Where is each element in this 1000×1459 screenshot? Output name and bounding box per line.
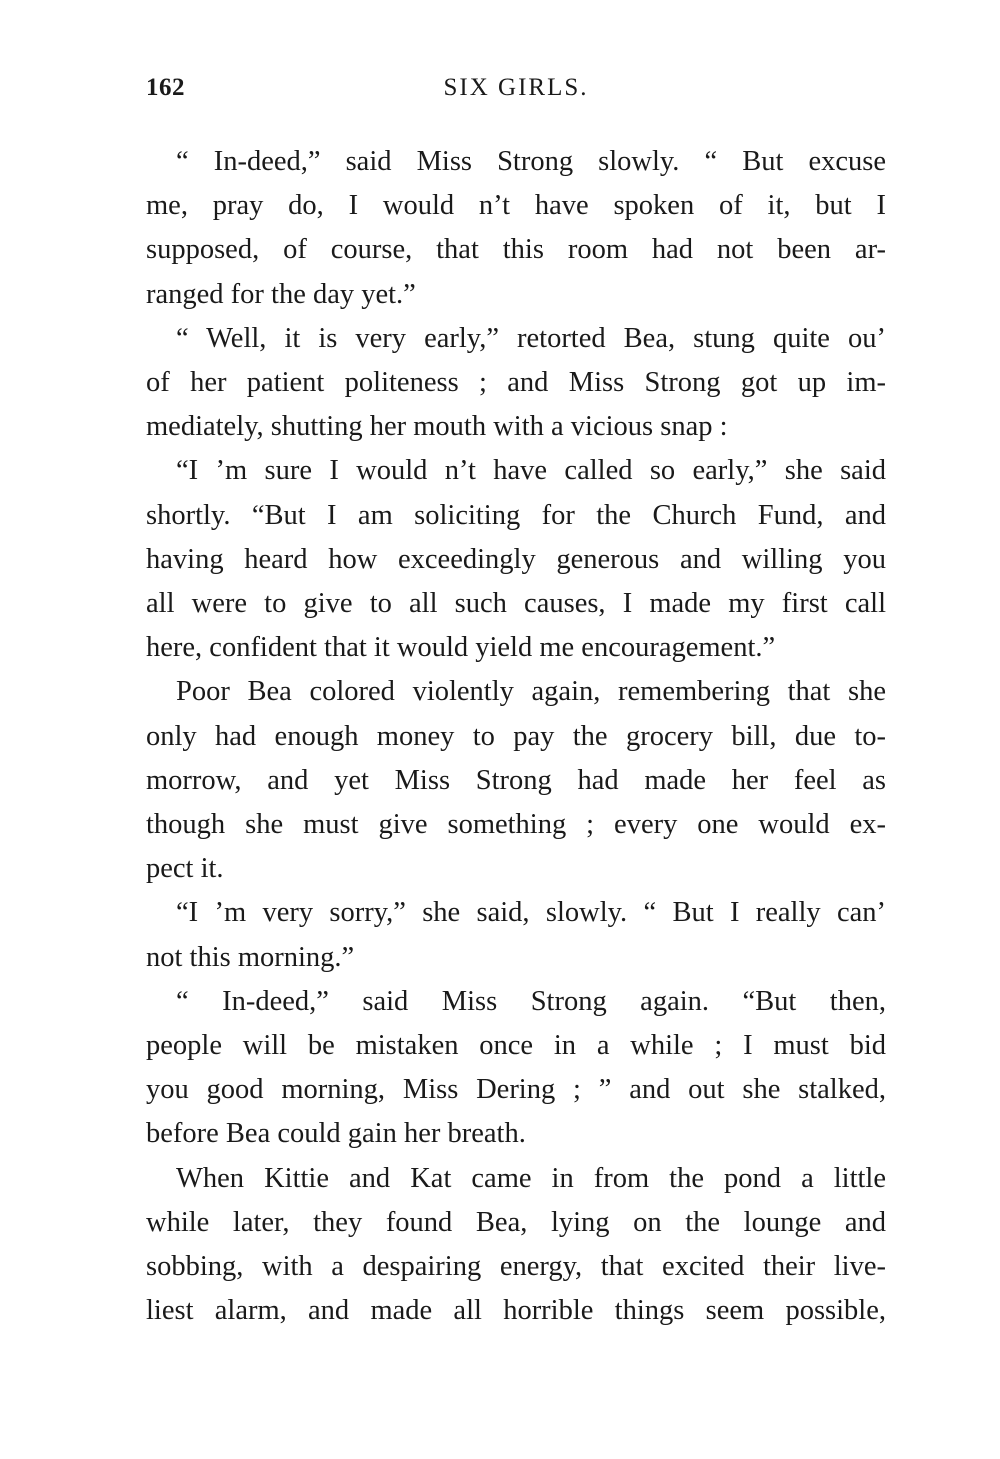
paragraph (146, 140, 886, 317)
running-head (146, 74, 886, 110)
paragraph (146, 1157, 886, 1334)
text-line: “ Well, it is very early,” retorted Bea, stung quite ou’ (176, 322, 886, 354)
text-line: “I ’m very sorry,” she said, slowly. “ But I really can’ (176, 897, 886, 929)
paragraph (146, 449, 886, 670)
text-line: though she must give something ; every one would ex- (146, 809, 886, 841)
body-text (146, 140, 886, 1333)
page-number: 162 (146, 74, 185, 101)
text-line: supposed, of course, that this room had not been ar- (146, 234, 886, 266)
text-line: morrow, and yet Miss Strong had made her feel as (146, 764, 886, 796)
text-line: all were to give to all such causes, I made my first call (146, 588, 886, 620)
text-line: having heard how exceedingly generous and willing you (146, 543, 886, 575)
paragraph (146, 980, 886, 1157)
text-line: people will be mistaken once in a while ; I must bid (146, 1030, 886, 1062)
text-line: you good morning, Miss Dering ; ” and out she stalked, (146, 1074, 886, 1106)
text-line: “I ’m sure I would n’t have called so early,” she said (176, 455, 886, 487)
text-line: mediately, shutting her mouth with a vicious snap : (146, 411, 728, 443)
paragraph (146, 891, 886, 979)
text-line: me, pray do, I would n’t have spoken of it, but I (146, 190, 886, 222)
text-line: pect it. (146, 853, 224, 885)
text-line: shortly. “But I am soliciting for the Church Fund, and (146, 499, 886, 531)
text-line: of her patient politeness ; and Miss Strong got up im- (146, 367, 886, 399)
text-line: not this morning.” (146, 941, 355, 973)
text-line: “ In-deed,” said Miss Strong again. “But then, (176, 985, 886, 1017)
text-line: When Kittie and Kat came in from the pond a little (176, 1162, 886, 1194)
text-line: sobbing, with a despairing energy, that excited their live- (146, 1251, 886, 1283)
paragraph (146, 670, 886, 891)
text-line: “ In-deed,” said Miss Strong slowly. “ But excuse (176, 146, 886, 177)
text-line: while later, they found Bea, lying on the lounge and (146, 1206, 886, 1238)
text-line: Poor Bea colored violently again, remembering that she (176, 676, 886, 708)
running-title: SIX GIRLS. (443, 74, 589, 101)
text-line: here, confident that it would yield me encouragement.” (146, 632, 776, 664)
text-line: ranged for the day yet.” (146, 278, 416, 310)
paragraph (146, 317, 886, 450)
text-line: before Bea could gain her breath. (146, 1118, 526, 1150)
text-line: only had enough money to pay the grocery bill, due to- (146, 720, 886, 752)
text-line: liest alarm, and made all horrible things seem possible, (146, 1295, 886, 1327)
